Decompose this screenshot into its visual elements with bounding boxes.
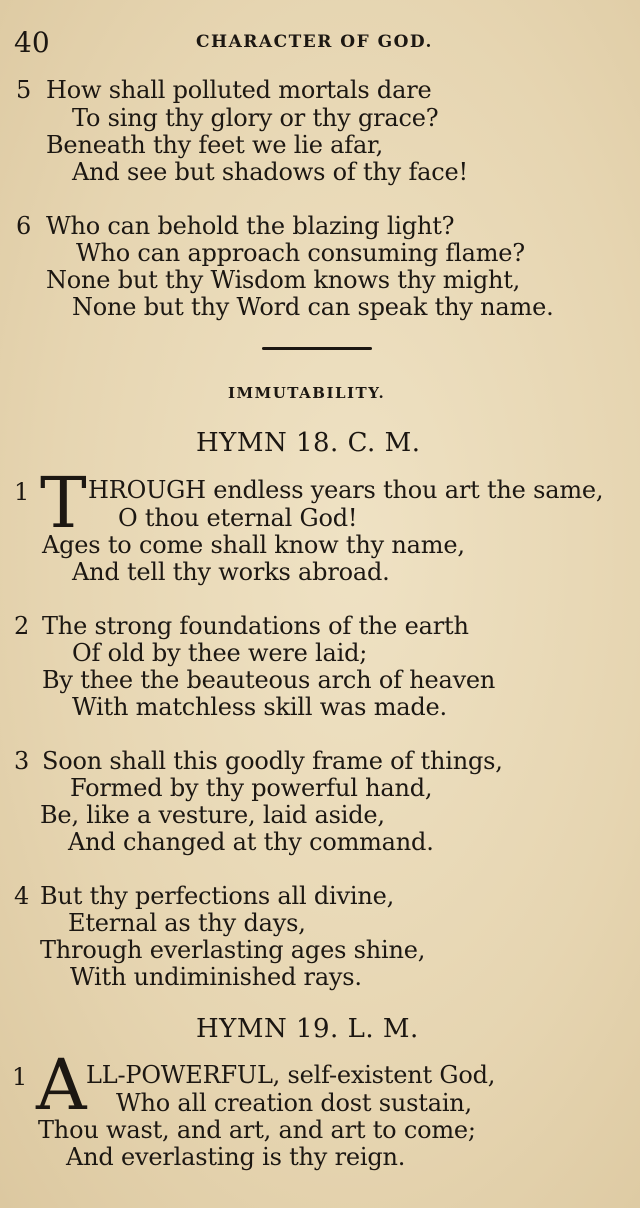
page-number: 40	[14, 26, 50, 59]
verse-line: With undiminished rays.	[70, 963, 362, 991]
verse-number: 3	[14, 747, 30, 775]
hymn-18-title: HYMN 18. C. M.	[196, 428, 421, 458]
verse-line: And everlasting is thy reign.	[66, 1143, 406, 1171]
verse-line: With matchless skill was made.	[72, 693, 447, 721]
section-heading: IMMUTABILITY.	[228, 384, 386, 402]
verse-line: None but thy Word can speak thy name.	[72, 293, 554, 321]
verse-number: 1	[14, 478, 30, 506]
verse-line: By thee the beauteous arch of heaven	[42, 666, 496, 694]
verse-number: 5	[16, 76, 32, 104]
verse-line: Formed by thy powerful hand,	[70, 774, 433, 802]
verse-line: To sing thy glory or thy grace?	[72, 104, 439, 132]
verse-line: Soon shall this goodly frame of things,	[42, 747, 503, 775]
verse-number: 2	[14, 612, 30, 640]
drop-cap: A	[36, 1044, 87, 1126]
verse-line: And see but shadows of thy face!	[72, 158, 468, 186]
verse-line: Ages to come shall know thy name,	[42, 531, 465, 559]
verse-line: Through everlasting ages shine,	[40, 936, 426, 964]
verse-line: Be, like a vesture, laid aside,	[40, 801, 385, 829]
verse-line: Of old by thee were laid;	[72, 639, 368, 667]
verse-line: Who all creation dost sustain,	[116, 1089, 472, 1117]
verse-line: O thou eternal God!	[118, 504, 358, 532]
verse-line: Beneath thy feet we lie afar,	[46, 131, 384, 159]
hymn-19-title: HYMN 19. L. M.	[196, 1014, 419, 1044]
verse-line: And changed at thy command.	[68, 828, 434, 856]
verse-line: Who can approach consuming flame?	[76, 239, 525, 267]
verse-line: None but thy Wisdom knows thy might,	[46, 266, 521, 294]
verse-number: 6	[16, 212, 32, 240]
verse-line: Eternal as thy days,	[68, 909, 306, 937]
verse-line: Thou wast, and art, and art to come;	[38, 1116, 476, 1144]
verse-number: 4	[14, 882, 30, 910]
verse-line: How shall polluted mortals dare	[46, 76, 432, 104]
verse-line: The strong foundations of the earth	[42, 612, 469, 640]
verse-line: HROUGH endless years thou art the same,	[88, 476, 604, 504]
verse-line: LL-POWERFUL, self-existent God,	[86, 1061, 496, 1089]
verse-number: 1	[12, 1063, 28, 1091]
section-divider	[262, 347, 372, 350]
verse-line: And tell thy works abroad.	[72, 558, 390, 586]
verse-line: But thy perfections all divine,	[40, 882, 395, 910]
drop-cap: T	[40, 462, 87, 544]
verse-line: Who can behold the blazing light?	[46, 212, 455, 240]
running-head: CHARACTER OF GOD.	[196, 32, 433, 52]
